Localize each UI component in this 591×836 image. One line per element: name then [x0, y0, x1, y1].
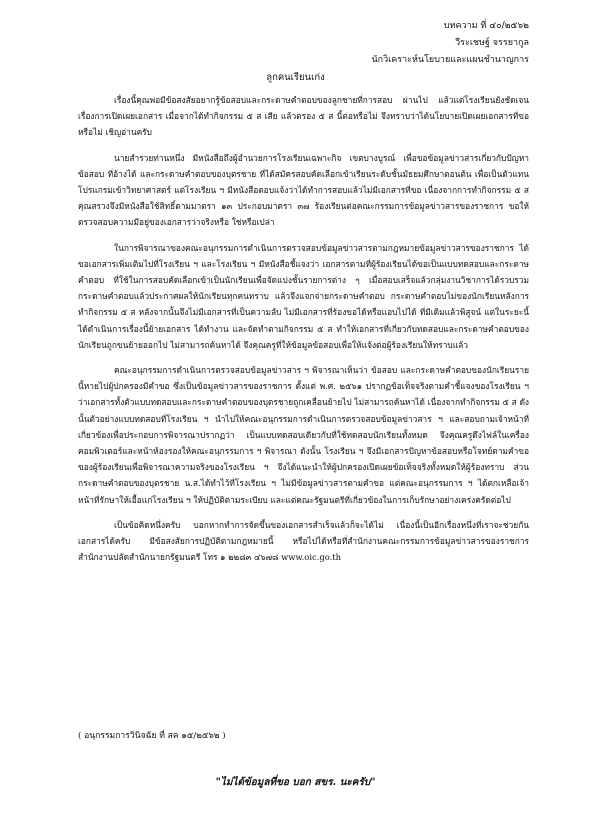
author-position: นักวิเคราะห์นโยบายและแผนชำนาญการ [371, 55, 529, 65]
paragraph-4: คณะอนุกรรมการดำเนินการตรวจสอบข้อมูลข่าวสาร ฯ พิจารณาเห็นว่า ข้อสอบ และกระดาษคำตอบของนักเรียนรายนี้หายไปผู้ปกครองมีคำขอ ซึ่งเป็นข้อมูลข่าวสารของราชการ ตั้งแต่ พ.ศ. ๒๕๖๑ ปรากฏข้อเท็จจริงตามคำชี้แจงของโรงเรียน ฯ ว่าเอกสารทั้งตัวแบบทดสอบและกระดาษคำตอบของบุตรชายถูกเคลื่อนย้ายไป ไม่สามารถค้นหาได้ เนื่องจากทำกิจกรรม ๕ ส ดังนั้นตัวอย่างแบบทดสอบที่โรงเรียน ฯ นำไปให้คณะอนุกรรมการดำเนินการตรวจสอบข้อมูลข่าวสาร ฯ และสอบถามเจ้าหน้าที่เกี่ยวข้องเพื่อประกอบการพิจารณาปรากฏว่า เป็นแบบทดสอบเดียวกับที่ใช้ทดสอบนักเรียนทั้งหมด จึงคุณครูดึงไฟล์ในเครื่องคอมพิวเตอร์และหน้าห้องรองให้คณะอนุกรรมการ ฯ พิจารณา ดังนั้น โรงเรียน ฯ จึงมีเอกสารปัญหาข้อสอบหรือโจทย์ตามคำขอของผู้ร้องเรียนเพื่อพิจารณาความจริงของโรงเรียน ฯ จึงได้แนะนำให้ผู้ปกครองเปิดเผยข้อเท็จจริงทั้งหมดให้ผู้ร้องทราบ ส่วนกระดาษคำตอบของบุตรชาย น.ส.ได้ทำไว้ที่โรงเรียน ฯ ไม่มีข้อมูลข่าวสารตามคำขอ แต่คณะอนุกรรมการ ฯ ได้ตกเหลือเจ้าหน้าที่รักษาให้เอื้อแก่โรงเรียน ฯ ให้ปฏิบัติตามระเบียบ และแต่คณะรัฐมนตรีที่เกี่ยวข้องในการเก็บรักษาอย่างเคร่งครัดต่อไป [78, 365, 529, 505]
salutation: ลูกคนเรียนเก่ง [266, 72, 325, 83]
document-header [372, 18, 529, 69]
author-name: วีระเชษฐ์ จรรยากูล [455, 38, 529, 48]
footer-slogan: "ไม่ได้ข้อมูลที่ขอ บอก สขร. นะครับ" [215, 777, 376, 788]
paragraph-3: ในการพิจารณาของคณะอนุกรรมการดำเนินการตรวจสอบข้อมูลข่าวสารตามกฎหมายข้อมูลข่าวสารของราชการ ได้ขอเอกสารเพิ่มเติมไปที่โรงเรียน ฯ และโรงเรียน ฯ มีหนังสือชี้แจงว่า เอกสารตามที่ผู้ร้องเรียนได้ขอเป็นแบบทดสอบและกระดาษคำตอบ ที่ใช้ในการสอบคัดเลือกเข้าเป็นนักเรียนเพื่อจัดแบ่งชั้นรายการต่าง ๆ เมื่อสอบเสร็จแล้วกลุ่มงานวิชาการได้รวบรวมกระดาษคำตอบแล้วประกาศผลให้นักเรียนทุกคนทราบ แล้วจึงแจกจ่ายกระดาษคำตอบ กระดาษคำตอบไม่ของนักเรียนหลังการทำกิจกรรม ๕ ส หลังจากนั้นจึงไม่มีเอกสารที่เป็นความลับ ไม่มีเอกสารที่ร้องขอได้หรือแอบไปได้ ที่มีเดิมแล้วพิสูจน์ แต่ในระยะนี้ได้ดำเนินการเรื่องนี้ย้ายเอกสาร ได้ทำงาน และจัดทำตามกิจกรรม ๕ ส ทำให้เอกสารที่เกี่ยวกับทดสอบและกระดาษคำตอบของนักเรียนถูกขนย้ายออกไป ไม่สามารถค้นหาได้ จึงคุณครูที่ให้ข้อมูลข้อสอบเพื่อให้แจ้งต่อผู้ร้องเรียนให้ทราบแล้ว [78, 242, 529, 350]
document-body [78, 92, 529, 574]
paragraph-2: นายสำรวยท่านหนึ่ง มีหนังสือถึงผู้อำนวยการโรงเรียนเฉพาะกิจ เขตบางบูรณ์ เพื่อขอข้อมูลข่าวสารเกี่ยวกับปัญหาข้อสอบ ที่อ้างได้ และกระดาษคำตอบของบุตรชาย ที่ได้สมัครสอบคัดเลือกเข้าเรียนระดับชั้นมัธยมศึกษาตอนต้น เพื่อเป็นตัวแทนโปรแกรมเข้าวิทยาศาสตร์ แต่โรงเรียน ฯ มีหนังสือตอบแจ้งว่าได้ทำการสอบแล้วไม่มีเอกสารที่ขอ เนื่องจากการทำกิจกรรม ๕ ส คุณสรวงจึงมีหนังสือใช้สิทธิ์ตามมาตรา ๑๓ ประกอบมาตรา ๓๗ ร้องเรียนต่อคณะกรรมการข้อมูลข่าวสารของราชการ ขอให้ตรวจสอบความมีอยู่ของเอกสารว่าจริงหรือ ใช่หรือเปล่า [78, 152, 529, 228]
decision-reference: ( อนุกรรมการวินิจฉัย ที่ สค ๑๕/๒๕๖๒ ) [78, 731, 226, 741]
reference-number: บทความ ที่ ๔๐/๒๕๖๒ [443, 21, 529, 31]
paragraph-5: เป็นข้อคิดหนึ่งครับ บอกหากทำการจัดขึ้นของเอกสารสำเร็จแล้วก็จะได้ไม่ เนื่องนี้เป็นอีกเรื่องหนึ่งที่เราจะช่วยกันเอกสารได้ครับ มีข้อสงสัยการปฏิบัติตามกฎหมายนี้ หรือไปได้หรือที่สำนักงานคณะกรรมการข้อมูลข่าวสารของราชการ สำนักงานปลัดสำนักนายกรัฐมนตรี โทร ๑ ๒๒๘๓ ๔๖๗๘ www.oic.go.th [78, 519, 529, 563]
paragraph-1: เรื่องนี้คุณพ่อมีข้อสงสัยอยากรู้ข้อสอบและกระดาษคำตอบของลูกชายที่การสอบ ผ่านไป แล้วแต่โรงเรียนยังชัดเจนเรื่องการเปิดเผยเอกสาร เมื่อจากได้ทำกิจกรรม ๕ ส เสีย แล้วตรอง ๕ ส นี้ต่อหรือไม่ จึงทราบว่าได้นโยบายเปิดเผยเอกสารที่ขอหรือไม่ เชิญอ่านครับ [78, 95, 529, 138]
